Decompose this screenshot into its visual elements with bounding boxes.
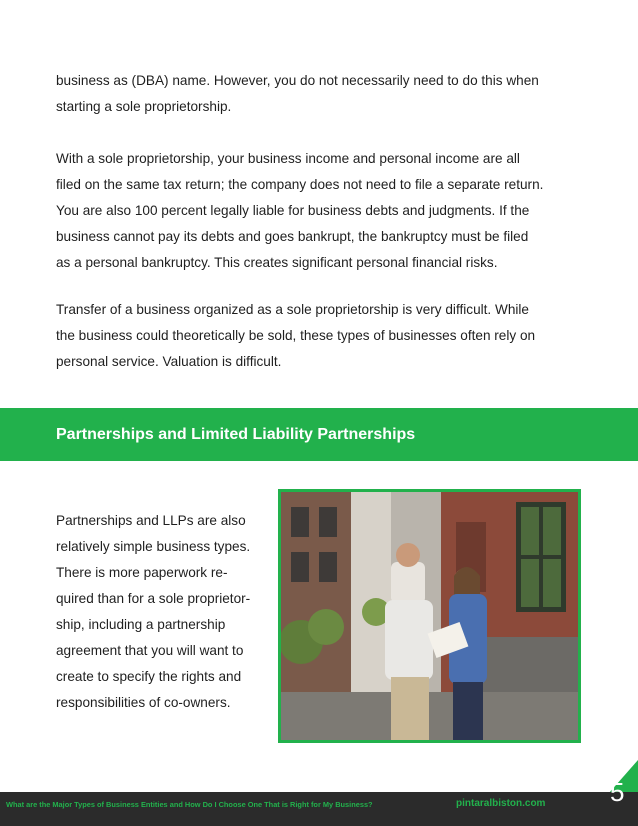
- footer-website-link[interactable]: pintaralbiston.com: [456, 798, 546, 809]
- text-line: business cannot pay its debts and goes bankrupt, the bankruptcy must be filed: [56, 229, 529, 244]
- text-line: There is more paperwork re-: [56, 565, 228, 580]
- text-line: create to specify the rights and: [56, 669, 242, 684]
- text-line: agreement that you will want to: [56, 643, 244, 658]
- text-line: relatively simple business types.: [56, 539, 251, 554]
- footer-document-title: What are the Major Types of Business Entities and How Do I Choose One That is Right for My Business?: [6, 800, 373, 809]
- text-line: business as (DBA) name. However, you do not necessarily need to do this when: [56, 73, 539, 88]
- text-line: quired than for a sole proprietor-: [56, 591, 251, 606]
- text-line: as a personal bankruptcy. This creates significant personal financial risks.: [56, 255, 498, 270]
- text-line: filed on the same tax return; the company does not need to file a separate return.: [56, 177, 544, 192]
- text-line: With a sole proprietorship, your business income and personal income are all: [56, 151, 520, 166]
- text-line: Transfer of a business organized as a sole proprietorship is very difficult. While: [56, 302, 529, 317]
- text-line: the business could theoretically be sold, these types of businesses often rely on: [56, 328, 536, 343]
- text-line: starting a sole proprietorship.: [56, 99, 232, 114]
- text-line: personal service. Valuation is difficult.: [56, 354, 282, 369]
- text-line: Partnerships and LLPs are also: [56, 513, 246, 528]
- page-number: 5: [610, 777, 625, 807]
- page-footer: [0, 792, 638, 826]
- text-line: responsibilities of co-owners.: [56, 695, 231, 710]
- text-line: You are also 100 percent legally liable for business debts and judgments. If the: [56, 203, 530, 218]
- text-line: ship, including a partnership: [56, 617, 226, 632]
- section-title: Partnerships and Limited Liability Partnerships: [56, 426, 416, 443]
